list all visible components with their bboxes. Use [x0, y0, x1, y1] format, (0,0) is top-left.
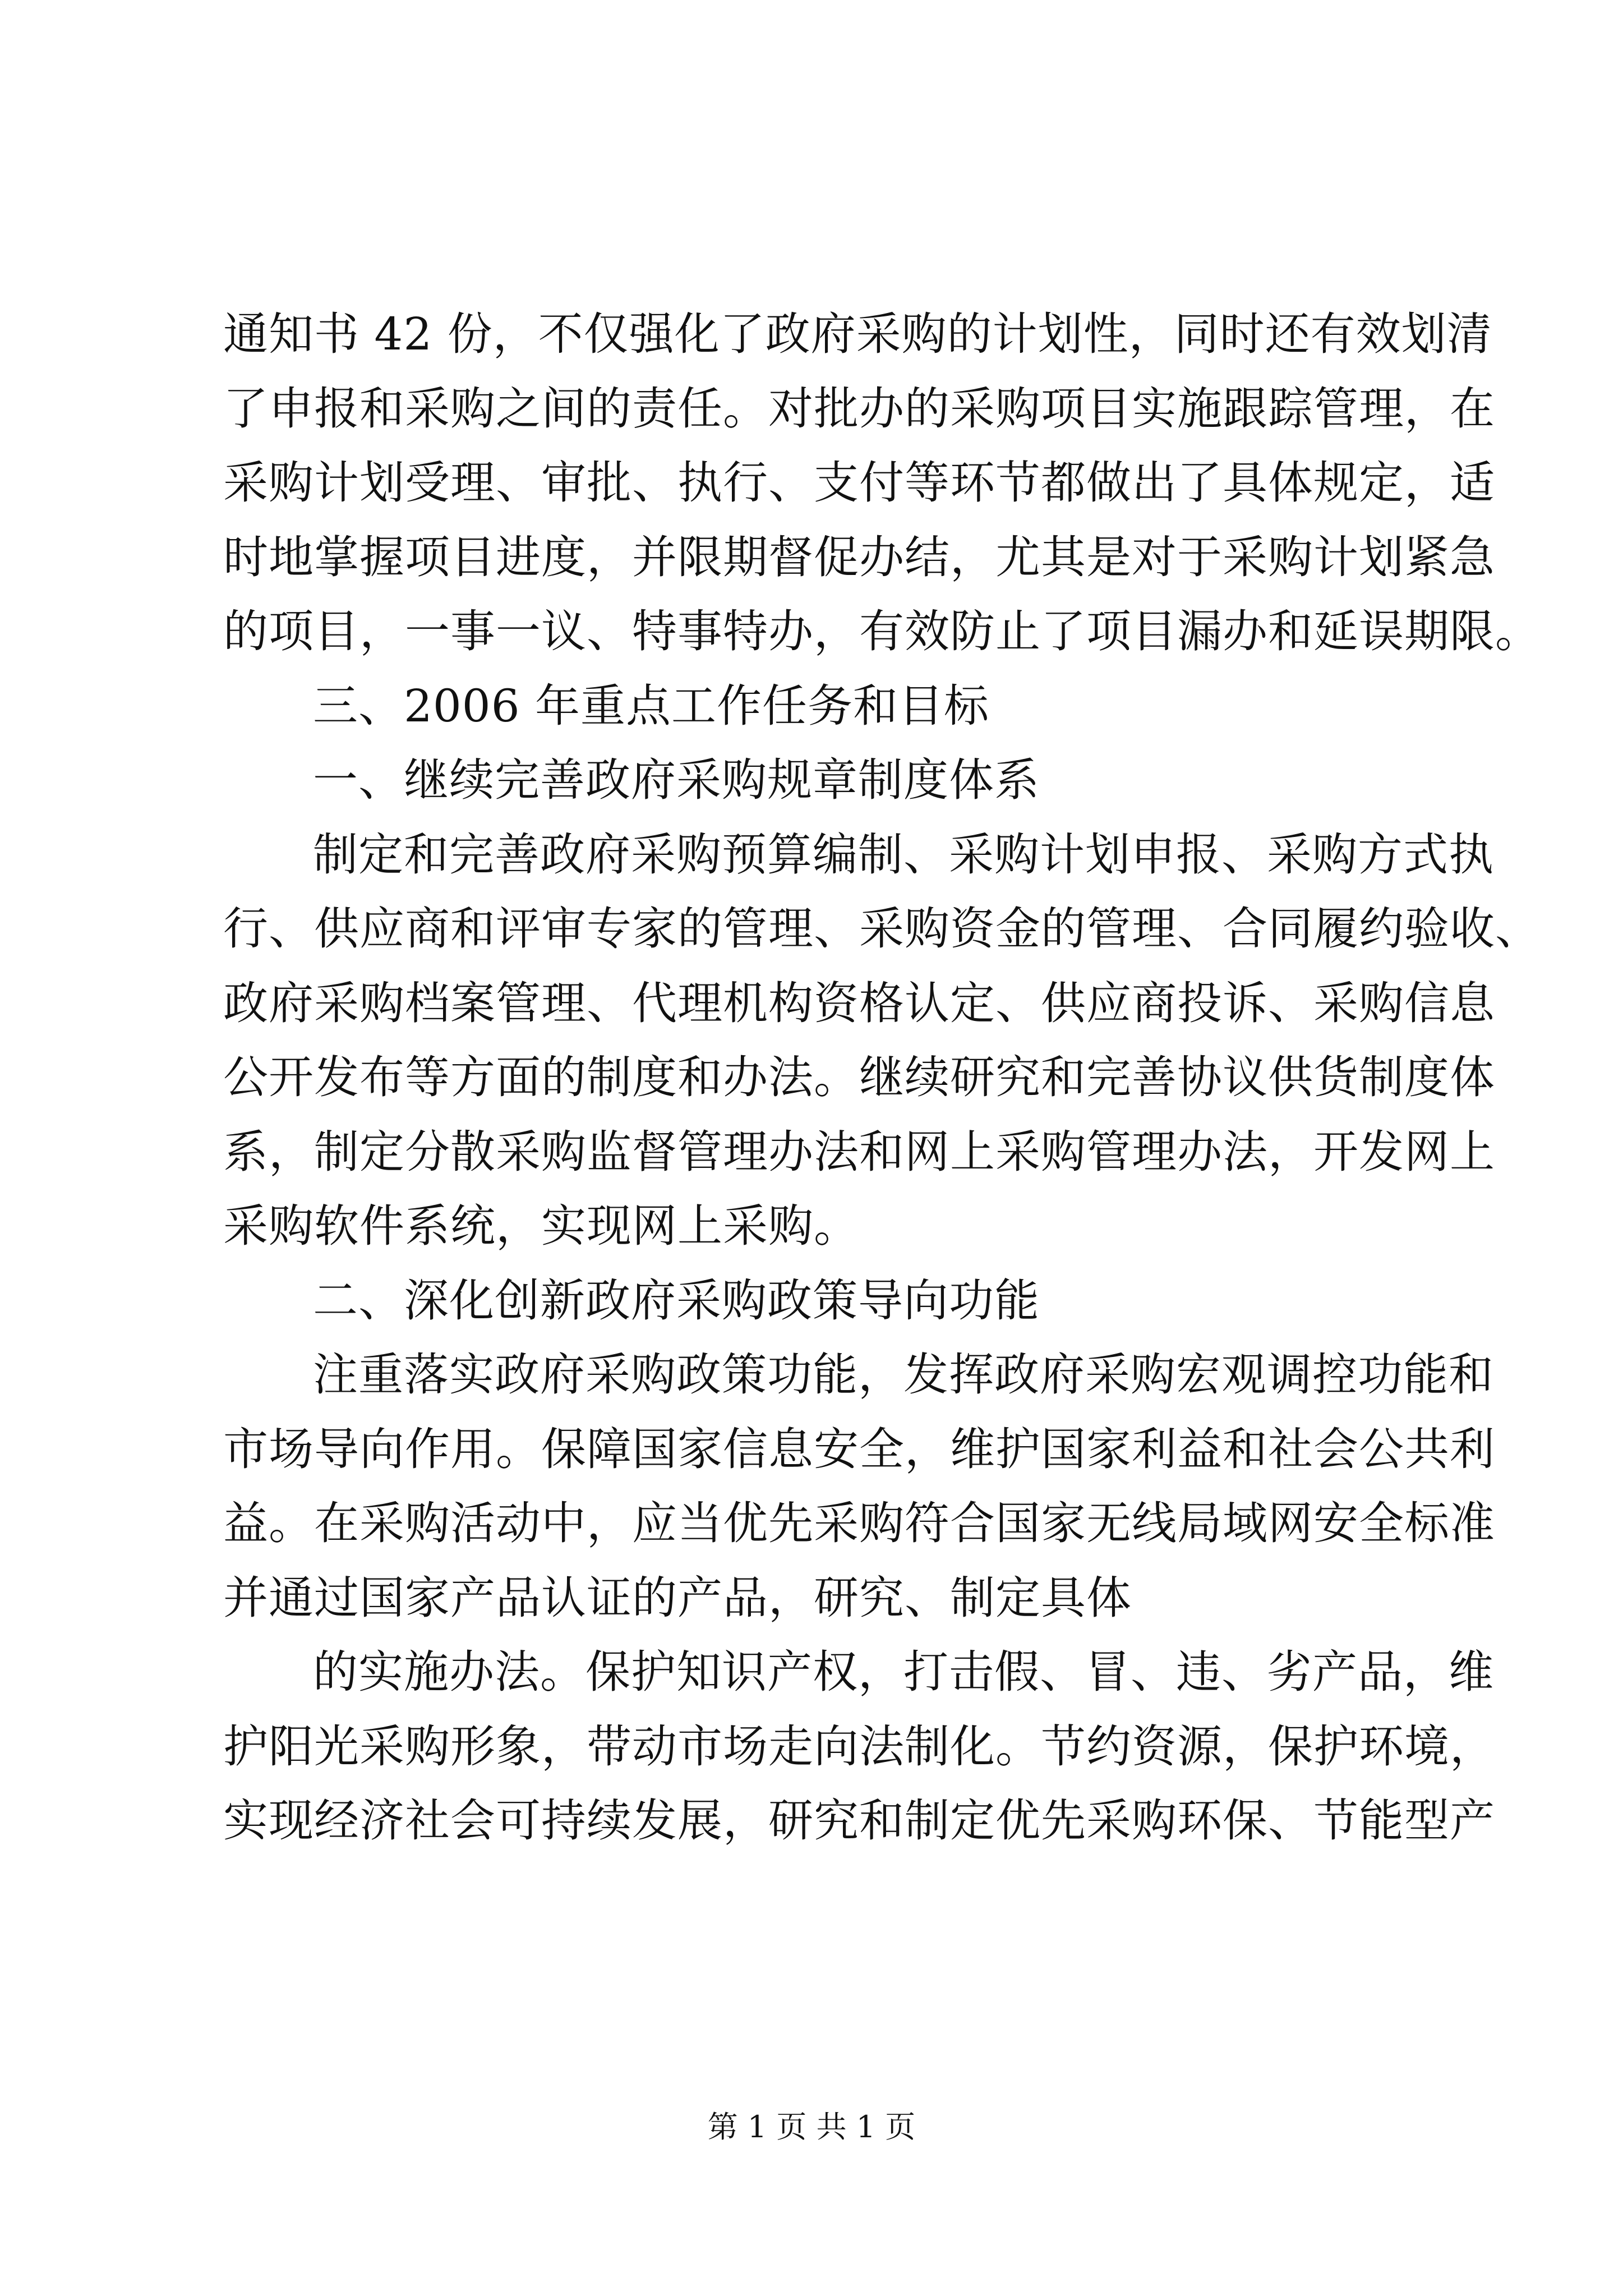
body-line: 公开发布等方面的制度和办法。继续研究和完善协议供货制度体 — [223, 1051, 1495, 1103]
body-line: 系，制定分散采购监督管理办法和网上采购管理办法，开发网上 — [223, 1125, 1495, 1178]
page-footer — [0, 2108, 1623, 2147]
body-line: 行、供应商和评审专家的管理、采购资金的管理、合同履约验收、 — [223, 903, 1541, 955]
body-line: 的项目，一事一议、特事特办，有效防止了项目漏办和延误期限。 — [223, 605, 1541, 657]
section-heading: 三、2006 年重点工作任务和目标 — [313, 679, 990, 732]
document-body — [223, 297, 1541, 1858]
body-line: 益。在采购活动中，应当优先采购符合国家无线局域网安全标准 — [223, 1497, 1495, 1549]
body-line: 时地掌握项目进度，并限期督促办结，尤其是对于采购计划紧急 — [223, 531, 1495, 583]
body-line: 实现经济社会可持续发展，研究和制定优先采购环保、节能型产 — [223, 1795, 1495, 1847]
body-line: 制定和完善政府采购预算编制、采购计划申报、采购方式执 — [313, 828, 1494, 881]
body-line: 护阳光采购形象，带动市场走向法制化。节约资源，保护环境， — [223, 1720, 1495, 1773]
body-line: 采购计划受理、审批、执行、支付等环节都做出了具体规定，适 — [223, 457, 1495, 509]
body-line: 注重落实政府采购政策功能，发挥政府采购宏观调控功能和 — [313, 1349, 1494, 1401]
body-line: 政府采购档案管理、代理机构资格认定、供应商投诉、采购信息 — [223, 977, 1495, 1029]
body-line: 通知书 42 份，不仅强化了政府采购的计划性，同时还有效划清 — [223, 308, 1492, 360]
body-line: 了申报和采购之间的责任。对批办的采购项目实施跟踪管理，在 — [223, 382, 1495, 435]
body-line: 并通过国家产品认证的产品，研究、制定具体 — [223, 1571, 1132, 1624]
subsection-heading: 一、继续完善政府采购规章制度体系 — [313, 754, 1040, 806]
body-line: 市场导向作用。保障国家信息安全，维护国家利益和社会公共利 — [223, 1423, 1495, 1475]
page-number-label: 第 1 页 共 1 页 — [707, 2109, 916, 2145]
body-line: 采购软件系统，实现网上采购。 — [223, 1200, 859, 1252]
body-line: 的实施办法。保护知识产权，打击假、冒、违、劣产品，维 — [313, 1646, 1494, 1698]
subsection-heading: 二、深化创新政府采购政策导向功能 — [313, 1274, 1040, 1327]
